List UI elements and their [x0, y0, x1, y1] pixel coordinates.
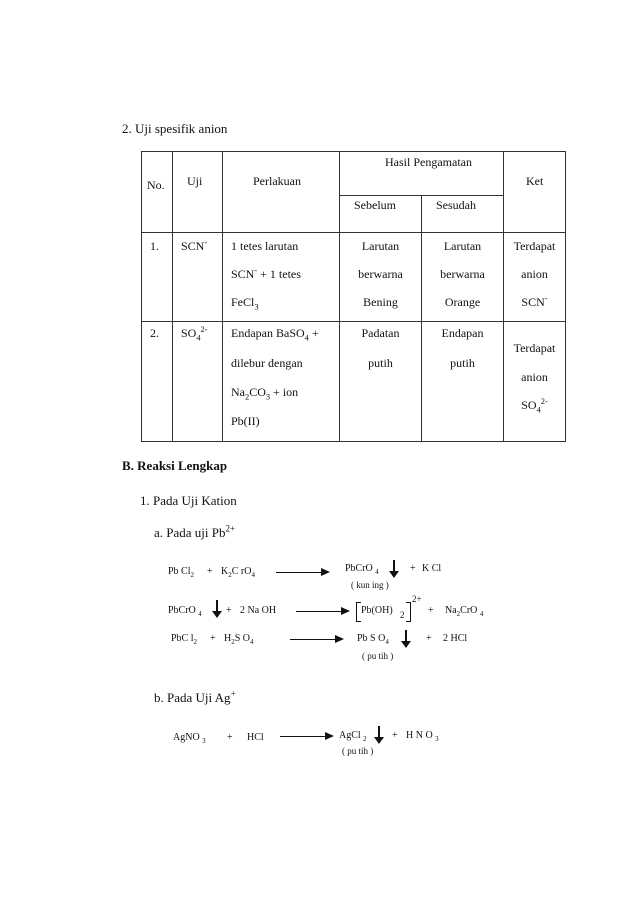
- row2-ket-l3sup: 2-: [540, 397, 548, 406]
- header-no-label: No.: [147, 178, 165, 192]
- eq2-plus-2: +: [428, 605, 434, 616]
- row2-perlakuan-l2: dilebur dengan: [231, 356, 303, 370]
- row1-sesudah: [422, 233, 504, 322]
- row2-perlakuan-l3: [231, 385, 298, 400]
- eq3-r1-sub: 2: [193, 638, 198, 646]
- row1-sesudah-l1: Larutan: [443, 239, 482, 253]
- eq2-bracket-right: [406, 602, 411, 622]
- row1-sebelum-l2: berwarna: [358, 267, 403, 281]
- header-hasil-label: Hasil Pengamatan: [385, 155, 472, 169]
- eq1-r2a: K: [221, 566, 229, 577]
- row1-sebelum-l3: Bening: [363, 295, 398, 309]
- row1-uji: [173, 233, 223, 322]
- eq3-plus-1: +: [210, 633, 216, 644]
- eq1-note: ( kun ing ): [351, 580, 389, 590]
- row1-sesudah-l3: Orange: [444, 295, 481, 309]
- eq2-p2sub: 2: [456, 610, 461, 618]
- row2-perlakuan-l1b: +: [308, 326, 319, 340]
- eqag-note: ( pu tih ): [342, 746, 374, 756]
- eq1-plus-2: +: [410, 563, 416, 574]
- eqag-p1-sub: 2: [363, 735, 367, 743]
- header-perlakuan: [223, 152, 340, 233]
- row1-ket-l3: [504, 295, 565, 310]
- eq3-note: ( pu tih ): [362, 651, 394, 661]
- row1-perlakuan-l2sup: -: [254, 266, 258, 275]
- eq2-plus-1: +: [226, 605, 232, 616]
- eqag-product-1: [339, 730, 367, 741]
- eq2-p2b: CrO: [460, 605, 478, 616]
- eq3-arrow-head-icon: [335, 635, 344, 643]
- eq3-product-1: [357, 633, 389, 644]
- row1-uji-sup: -: [204, 238, 208, 247]
- header-uji: [173, 152, 223, 233]
- row1-perlakuan-l2: [231, 267, 301, 282]
- subsection-title-ag: [154, 690, 236, 706]
- header-ket-label: Ket: [526, 174, 544, 188]
- row1-perlakuan-l2a: SCN: [231, 267, 255, 281]
- row1-no-text: 1.: [150, 239, 159, 253]
- eq2-r1-text: PbCrO: [168, 605, 196, 616]
- eq1-p1-text: PbCrO: [345, 563, 373, 574]
- header-sebelum: [340, 195, 422, 232]
- eqag-r1-sub: 3: [202, 737, 206, 745]
- subsection-ag-sup: +: [230, 688, 236, 699]
- row2-perlakuan: [223, 322, 340, 442]
- row1-ket-l3sup: -: [544, 294, 548, 303]
- row2-uji-sub: 4: [196, 333, 201, 343]
- eq3-p1-text: Pb S O: [357, 633, 386, 644]
- eq2-reactant-2: 2 Na OH: [240, 605, 277, 616]
- eq2-product-1: [361, 605, 393, 616]
- eqag-p2-text: H N O: [406, 730, 433, 741]
- row1-perlakuan-l2b: + 1 tetes: [257, 267, 301, 281]
- section-title-anion: [122, 121, 227, 137]
- subsection-title-pb: [154, 525, 235, 541]
- row2-ket-l3: [504, 398, 565, 413]
- eqag-product-2: [406, 730, 439, 741]
- row1-ket-l2: anion: [521, 267, 548, 281]
- section-title-b: B. Reaksi Lengkap: [122, 458, 228, 473]
- header-hasil: [340, 152, 504, 196]
- eq3-plus-2: +: [426, 633, 432, 644]
- row1-ket: [504, 233, 566, 322]
- row2-perlakuan-l4: Pb(II): [231, 414, 260, 428]
- header-uji-label: Uji: [187, 174, 203, 188]
- row1-sesudah-l2: berwarna: [440, 267, 485, 281]
- eq2-reactant-1: [168, 605, 202, 616]
- row2-ket-l3a: SO: [521, 398, 537, 412]
- eq2-p1-sup: 2+: [412, 594, 422, 604]
- row2-uji-text: [181, 326, 208, 341]
- eq1-r1-text: Pb Cl: [168, 566, 191, 577]
- eqag-p1-text: AgCl: [339, 730, 361, 741]
- eq1-reactant-2: [221, 566, 255, 577]
- eq1-arrow-line: [276, 572, 324, 573]
- eq3-reactant-1: [171, 633, 197, 644]
- row2-sesudah: [422, 322, 504, 442]
- row2-no-text: 2.: [150, 326, 159, 340]
- header-sebelum-label: Sebelum: [354, 197, 396, 212]
- subsection-title-kation: 1. Pada Uji Kation: [140, 493, 237, 508]
- row1-perlakuan-l3a: FeCl: [231, 295, 255, 309]
- eq2-product-2: [445, 605, 483, 616]
- subsection-pb-text: a. Pada uji Pb: [154, 525, 226, 540]
- eq3-r2b: S O: [234, 633, 251, 644]
- row1-sebelum-l1: Larutan: [361, 239, 400, 253]
- row2-no: [142, 322, 173, 442]
- table-row: [142, 322, 566, 442]
- row1-ket-l3a: SCN: [521, 295, 545, 309]
- row1-uji-text: [181, 239, 207, 254]
- row2-sebelum-l1: Padatan: [361, 326, 400, 340]
- eq1-arrow-head-icon: [321, 568, 330, 576]
- row1-perlakuan: [223, 233, 340, 322]
- eq2-r1-sub: 4: [198, 610, 202, 618]
- eq3-product-2: 2 HCl: [443, 633, 468, 644]
- row2-perlakuan-l3c: + ion: [270, 385, 299, 399]
- subsection-pb-sup: 2+: [225, 523, 236, 534]
- row2-ket-l1: Terdapat: [513, 341, 556, 355]
- eq2-p2sub2: 4: [479, 610, 484, 618]
- table-row: [142, 233, 566, 322]
- eq2-p1-sub: 2: [400, 610, 405, 620]
- eqag-reactant-1: [173, 732, 206, 743]
- row2-perlakuan-l1a: Endapan BaSO: [231, 326, 305, 340]
- eq3-r2sub2: 4: [250, 638, 254, 646]
- row2-uji: [173, 322, 223, 442]
- eq2-arrow-head-icon: [341, 607, 350, 615]
- row2-perlakuan-l3a: Na: [231, 385, 245, 399]
- row2-perlakuan-l3b: CO: [249, 385, 266, 399]
- anion-test-table: [141, 151, 566, 442]
- row1-uji-main: SCN: [181, 239, 205, 253]
- row1-perlakuan-l3: [231, 295, 259, 310]
- eq2-p1-text: Pb(OH): [361, 605, 393, 616]
- header-ket: [504, 152, 566, 233]
- eqag-reactant-2: HCl: [247, 732, 264, 743]
- header-sesudah: [422, 195, 504, 232]
- row2-perlakuan-l1sub: 4: [304, 333, 309, 343]
- eq1-p1-sub: 4: [375, 568, 379, 576]
- eq3-reactant-2: [224, 633, 254, 644]
- eqag-r1-text: AgNO: [173, 732, 200, 743]
- eq1-product-2: K Cl: [422, 563, 442, 574]
- row2-ket: [504, 322, 566, 442]
- header-perlakuan-label: Perlakuan: [253, 174, 301, 188]
- eq1-plus-1: +: [207, 566, 213, 577]
- row1-perlakuan-l1: 1 tetes larutan: [231, 239, 299, 253]
- row1-perlakuan-l3sub: 3: [254, 302, 259, 312]
- eq1-r1-sub: 2: [190, 571, 195, 579]
- row2-perlakuan-l3sub2: 3: [265, 392, 271, 402]
- row2-ket-l2: anion: [521, 370, 548, 384]
- eq3-arrow-line: [290, 639, 338, 640]
- row2-uji-main: SO: [181, 326, 197, 340]
- eq1-r2sub: 2: [228, 571, 232, 579]
- eqag-p2-sub: 3: [435, 735, 439, 743]
- eq3-r2sub: 2: [231, 638, 235, 646]
- eqag-arrow-line: [280, 736, 328, 737]
- eq1-product-1: [345, 563, 379, 574]
- row2-sesudah-l1: Endapan: [441, 326, 484, 340]
- eq1-r2b: C rO: [231, 566, 252, 577]
- row2-sebelum-l2: putih: [368, 356, 393, 370]
- row1-ket-l1: Terdapat: [513, 239, 556, 253]
- eq1-reactant-1: [168, 566, 194, 577]
- row2-sebelum: [340, 322, 422, 442]
- eq3-p1-sub: 4: [385, 638, 389, 646]
- row2-perlakuan-l3sub1: 2: [245, 392, 250, 402]
- row2-ket-l3sub: 4: [536, 405, 541, 415]
- section-title-text: 2. Uji spesifik anion: [122, 121, 228, 136]
- eq3-r1-text: PbC l: [171, 633, 194, 644]
- header-no: [142, 152, 173, 233]
- eqag-arrow-head-icon: [325, 732, 334, 740]
- eq2-p2a: Na: [445, 605, 457, 616]
- eqag-plus-1: +: [227, 732, 233, 743]
- subsection-ag-text: b. Pada Uji Ag: [154, 690, 231, 705]
- eq2-arrow-line: [296, 611, 344, 612]
- row2-sesudah-l2: putih: [450, 356, 475, 370]
- row1-sebelum: [340, 233, 422, 322]
- eqag-plus-2: +: [392, 730, 398, 741]
- eq1-r2sub2: 4: [251, 571, 255, 579]
- eq3-r2a: H: [224, 633, 232, 644]
- row1-no: [142, 233, 173, 322]
- header-sesudah-label: Sesudah: [436, 197, 476, 212]
- row2-uji-sup: 2-: [200, 325, 208, 334]
- row2-perlakuan-l1: [231, 326, 319, 341]
